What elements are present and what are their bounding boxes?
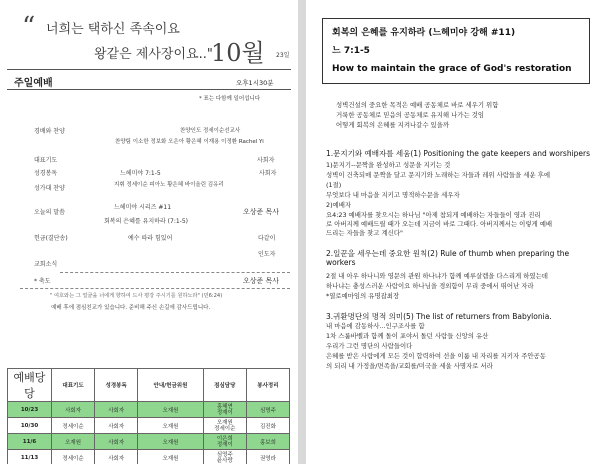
duty-header-row xyxy=(8,369,290,402)
order-label: 대표기도 xyxy=(34,157,58,164)
duty-cell: 오재원 xyxy=(138,402,204,418)
duty-cell: 오재원 xyxy=(138,450,204,464)
order-right: 인도자 xyxy=(258,251,276,258)
sermon-line: 무엇보다 내 마음을 지키고 명적하수문을 세우자 xyxy=(326,191,460,199)
duty-cell: 심영주 윤사랑 xyxy=(203,450,246,464)
order-center: 지휘 정세이순 피아노 황은혜 바이올린 김유리 xyxy=(114,182,224,188)
duty-cell: 심명주 xyxy=(246,402,289,418)
order-right: 사회자 xyxy=(259,170,277,177)
duty-cell: 권영라 xyxy=(246,450,289,464)
order-label: 성경봉독 xyxy=(34,170,58,177)
lunch-notice: 예배 후에 점심친교가 있습니다. 준비해 주신 손길에 감사드립니다. xyxy=(51,305,211,311)
duty-header: 성경봉독 xyxy=(95,369,138,402)
sermon-line: 은혜를 받은 사람에게 모든 것이 합력하여 선을 이룸 내 자리를 지키자 주안공동 xyxy=(326,352,546,360)
sermon-line: 의 되리 내 가정을/면족을/교회를/미국을 세울 사명자로 서라 xyxy=(326,362,493,370)
duty-date: 10/23 xyxy=(8,402,52,418)
section-heading: 3.귀환명단의 명적 의미(5) The list of returners from Babylonia. xyxy=(326,312,552,321)
order-right: 오상준 목사 xyxy=(243,277,280,285)
duty-cell: 정세이순 xyxy=(52,418,95,434)
blessing-verse: " 여호와는 그 얼굴을 너에게 향하여 드사 평강 주시기를 원하노라" (민6:24) xyxy=(50,293,223,299)
duty-cell: 정세이순 xyxy=(52,450,95,464)
bulletin-month: 10월 xyxy=(211,39,265,67)
offering-song: 예수 따라 힘있어 xyxy=(128,235,173,242)
section-top-rule xyxy=(7,69,291,70)
duty-header: 안내/헌금위원 xyxy=(138,369,204,402)
section-heading: workers xyxy=(326,258,356,267)
bulletin-page xyxy=(0,0,298,464)
sermon-line: 로 아버지께 예배드릴 때가 오는데 지금이 바로 그때다. 아버지께서는 이렇게 예배 xyxy=(326,220,553,228)
duty-cell: 이은희 정재이 xyxy=(203,434,246,450)
order-label: 경배와 찬양 xyxy=(34,128,65,135)
intro-line: 거룩한 공동체로 믿음의 공동체로 유지해 나가는 것임 xyxy=(336,111,485,119)
section-title: 주일예배 xyxy=(14,78,53,89)
sermon-line: 2절 내 아우 하나니와 영문의 관원 하나냐가 함께 예루살렘을 다스리게 하였는데 xyxy=(326,272,548,280)
duty-row xyxy=(8,418,290,434)
order-right: 사회자 xyxy=(257,157,275,164)
sermon-title-ko: 회복의 은혜를 유지하라 (느헤미야 강해 #11) xyxy=(332,28,516,38)
stand-note: * 표는 다함께 일어섭니다 xyxy=(199,96,261,102)
order-right: 찬양인도 정세이순선교사 xyxy=(180,128,241,134)
duty-cell: 사회자 xyxy=(95,434,138,450)
bulletin-day: 23일 xyxy=(276,52,290,59)
section-bottom-rule xyxy=(7,89,291,90)
section-heading: 2.일꾼을 세우는데 중요한 원칙(2) Rule of thumb when preparing the xyxy=(326,249,570,258)
sermon-line: 2)예배자 xyxy=(326,201,352,209)
duty-header: 대표기도 xyxy=(52,369,95,402)
title-quote-mark: “ xyxy=(22,12,36,42)
duty-date: 11/13 xyxy=(8,450,52,464)
order-right: 다같이 xyxy=(258,235,276,242)
title-line-2: 왕같은 제사장이요.." xyxy=(94,47,213,62)
duty-table xyxy=(7,368,290,464)
duty-row xyxy=(8,434,290,450)
sermon-line: 우리가 그런 명단의 사람들이다 xyxy=(326,342,413,350)
sermon-title-en: How to maintain the grace of God's restoration xyxy=(332,64,572,74)
sermon-line: 내 마음에 감동하사...인구조사를 함 xyxy=(326,322,425,330)
duty-cell: 김진화 xyxy=(246,418,289,434)
duty-cell: 사회자 xyxy=(95,450,138,464)
order-center: 찬양팀 이소한 정보화 오은아 황은혜 이재용 이정환 Rachel Yi xyxy=(115,139,264,145)
sermon-line: 요4:23 예배자를 찾으시는 하나님 "아제 참되게 예배하는 자들들이 영과 진리 xyxy=(326,211,541,219)
order-label: 헌금(결단송) xyxy=(34,235,68,242)
duty-cell: 오재원 xyxy=(138,434,204,450)
sermon-line: 1차 스룹바벨과 함께 돌이 포야서 돌던 사람들 신앙의 유산 xyxy=(326,332,489,340)
duty-row xyxy=(8,450,290,464)
order-label: 교회소식 xyxy=(34,261,58,268)
duty-cell: 오재원 xyxy=(52,434,95,450)
duty-cell: 홍혜연 정재이 xyxy=(203,402,246,418)
duty-date: 10/30 xyxy=(8,418,52,434)
duty-cell: 오재원 정세이순 xyxy=(203,418,246,434)
duty-cell: 사회자 xyxy=(95,402,138,418)
order-label: 오늘의 말씀 xyxy=(34,209,65,216)
sermon-series: 느헤미야 시리즈 #11 xyxy=(114,204,172,211)
sermon-notes-page xyxy=(306,0,600,464)
title-line-1: 너희는 택하신 족속이요 xyxy=(46,22,180,37)
duty-header: 봉사정리 xyxy=(246,369,289,402)
sermon-title: 회복의 은혜를 유지하라 (7:1-5) xyxy=(104,218,189,225)
order-divider xyxy=(60,272,290,273)
duty-cell: 홍보희 xyxy=(246,434,289,450)
duty-cell: 오재원 xyxy=(138,418,204,434)
order-label: 성가대 찬양 xyxy=(34,185,65,192)
intro-line: 성벽건설의 중요한 목적은 예배 공동체로 바로 세우기 위함 xyxy=(336,101,499,109)
order-divider xyxy=(20,288,290,289)
duty-cell: 사회자 xyxy=(52,402,95,418)
service-time: 오후1시30분 xyxy=(236,79,274,87)
sermon-reference: 느 7:1-5 xyxy=(332,46,370,56)
order-label: * 축도 xyxy=(34,278,51,285)
sermon-line: 드리는 자들을 찾고 계신다" xyxy=(326,229,403,237)
order-right: 오상준 목사 xyxy=(243,208,280,216)
sermon-line: 하나냐는 충성스러운 사람이요 하나님을 경외함이 무리 중에서 뛰어난 자라 xyxy=(326,282,534,290)
sermon-line: 1)문지기--문짝을 완성하고 성문을 지키는 것 xyxy=(326,161,451,169)
duty-table-title: 예배당당 xyxy=(8,369,52,402)
sermon-line: (1절) xyxy=(326,181,342,189)
order-center: 느헤미야 7:1-5 xyxy=(120,170,161,177)
sermon-line: 성벽이 건축되매 문짝을 달고 문지기와 노래하는 자들과 레위 사람들을 세운 후에 xyxy=(326,171,551,179)
sermon-line: *열로예마임의 유명잡최장 xyxy=(326,292,400,300)
duty-cell: 사회자 xyxy=(95,418,138,434)
duty-row xyxy=(8,402,290,418)
duty-date: 11/6 xyxy=(8,434,52,450)
intro-line: 어떻게 회복의 은혜를 지켜나갈수 있을까 xyxy=(336,121,450,129)
section-heading: 1.문지기와 예배자를 세움(1) Positioning the gate keepers and worshipers xyxy=(326,149,591,158)
duty-header: 점심담당 xyxy=(203,369,246,402)
